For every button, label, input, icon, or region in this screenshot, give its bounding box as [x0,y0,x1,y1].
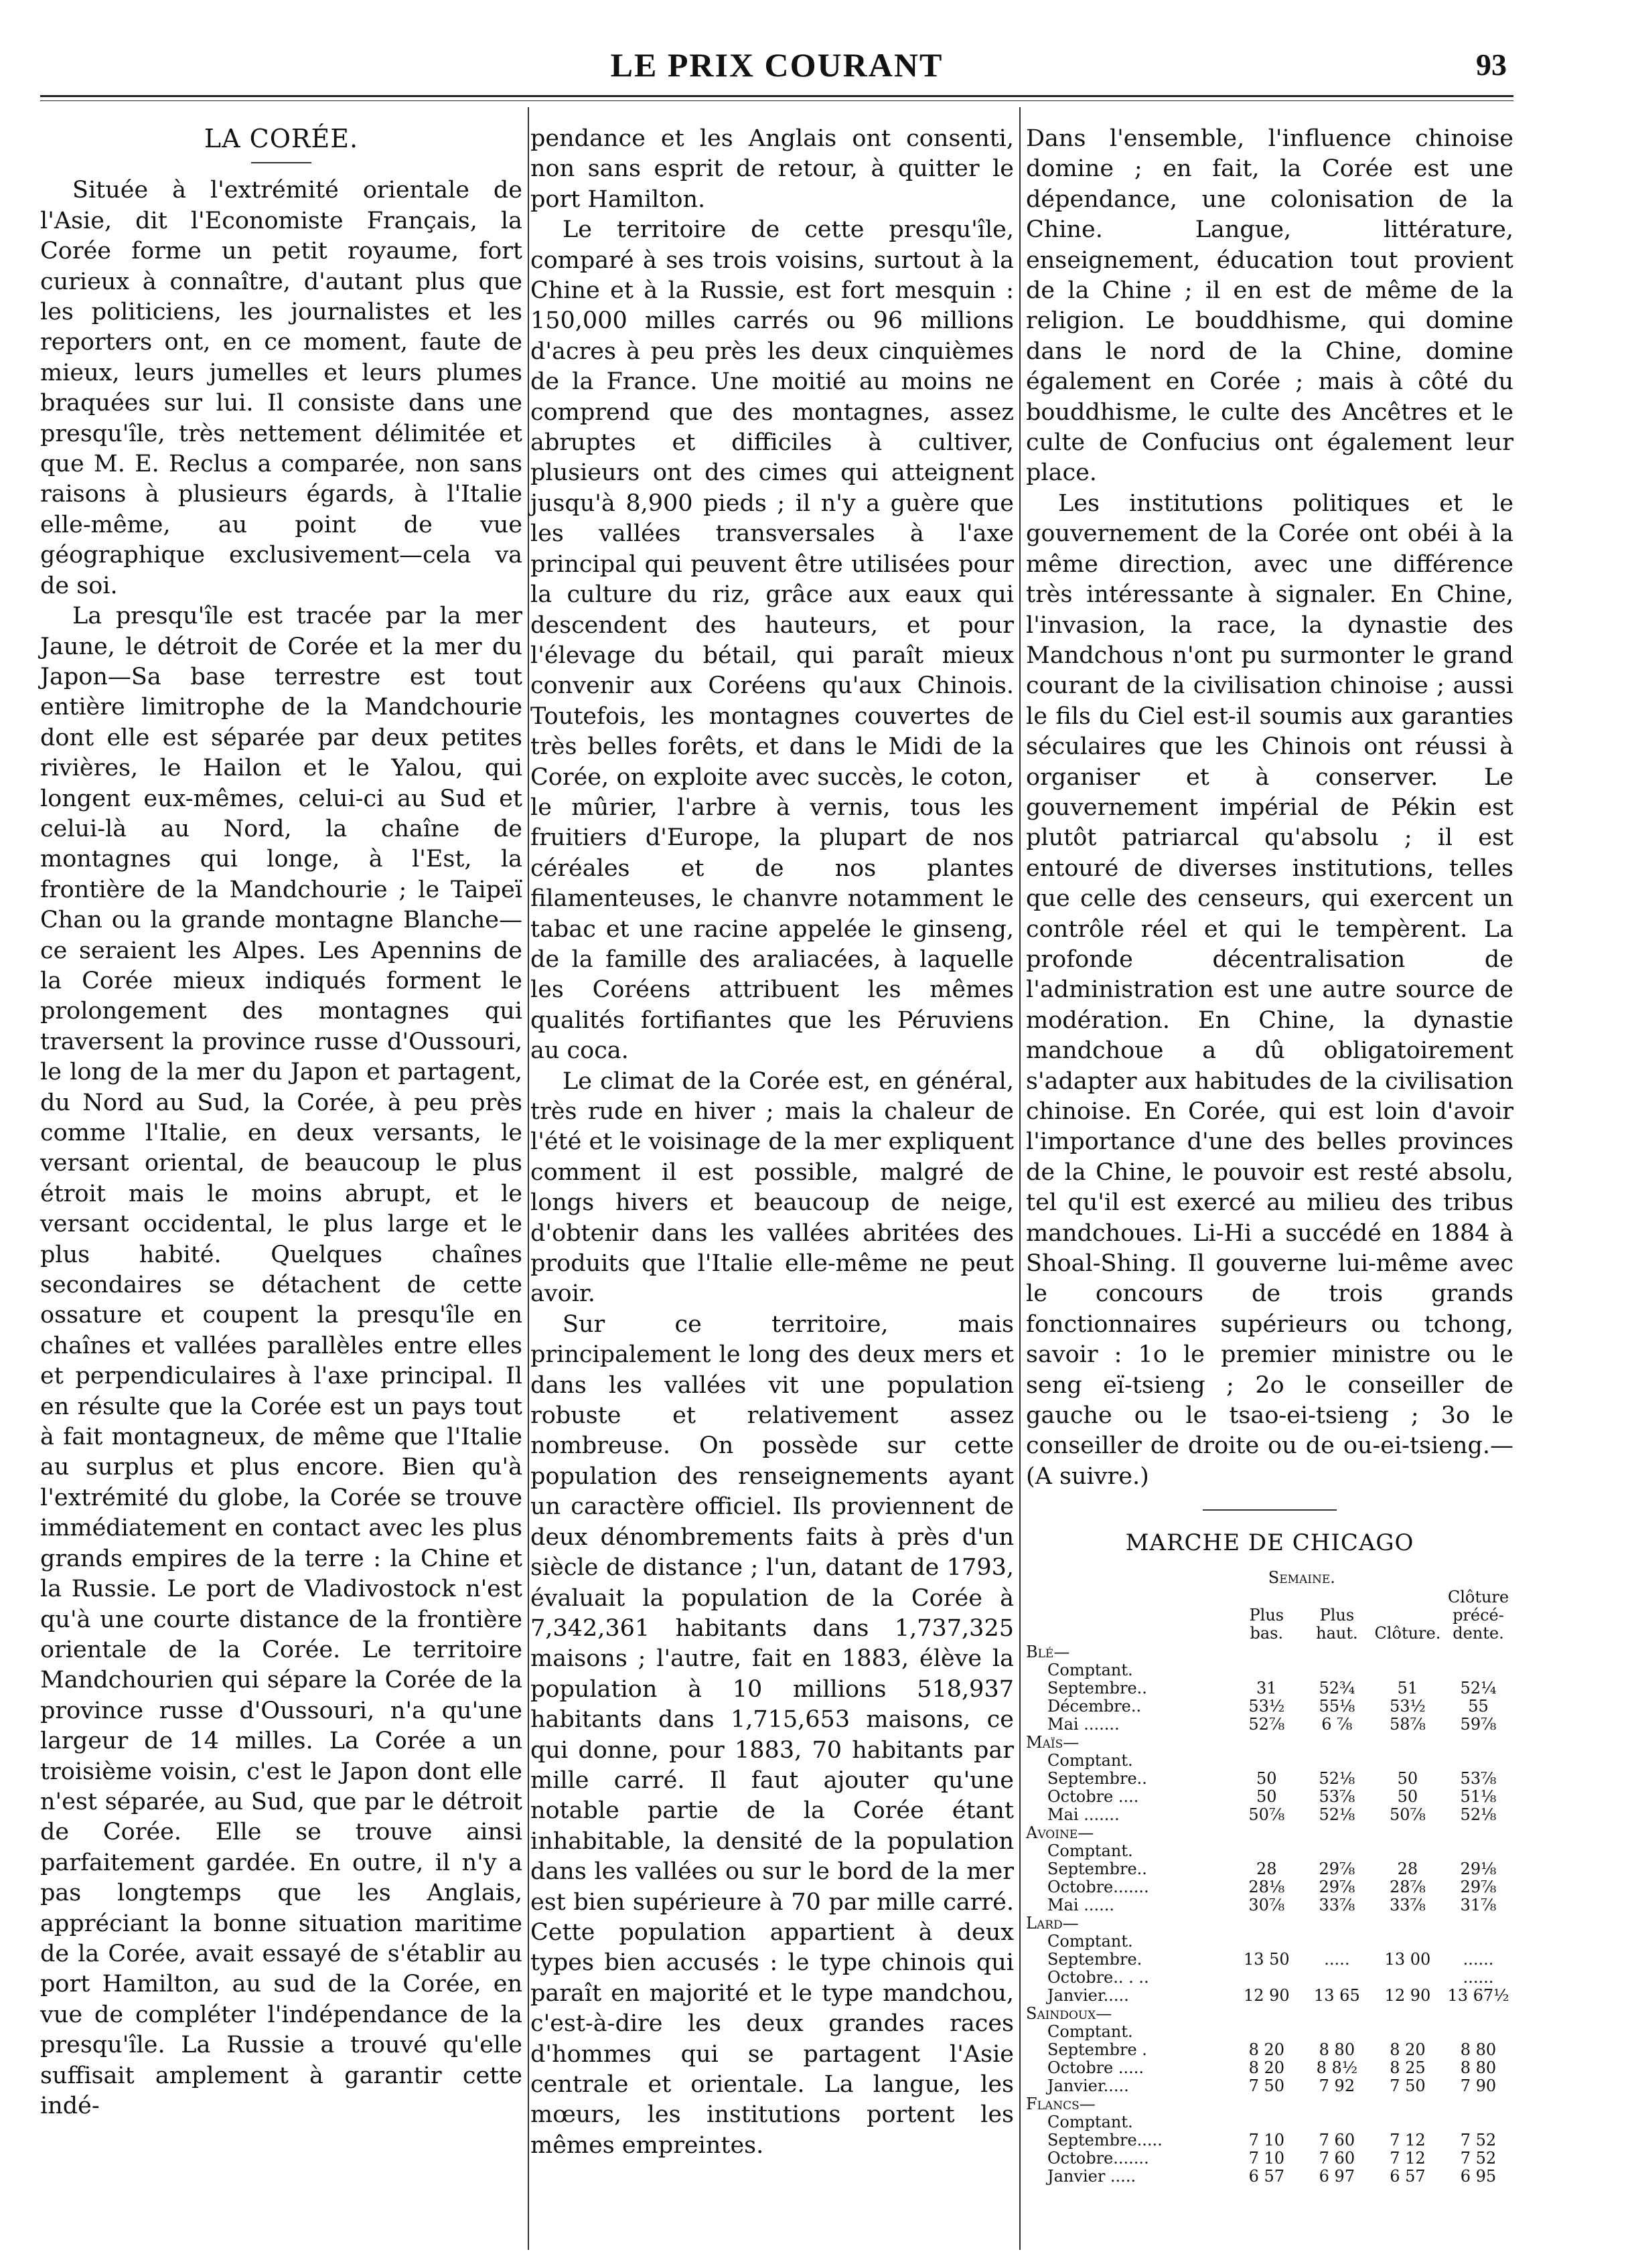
table-row [1026,1842,1513,1860]
table-row [1026,1716,1513,1734]
price-cell [1302,1969,1372,1987]
price-cell: 50 [1256,1768,1277,1788]
price-cell: 8 20 [1248,2040,1285,2059]
price-cell: 7 10 [1248,2148,1285,2168]
table-row [1026,1969,1513,1987]
header-plus-bas: Plus bas. [1249,1605,1284,1643]
price-cell [1372,1933,1443,1951]
table-row [1026,2077,1513,2095]
price-cell [1232,1661,1302,1679]
price-cell [1232,1842,1302,1860]
price-cell: 7 60 [1319,2148,1355,2168]
paragraph: Dans l'ensemble, l'influence chinoise domine ; en fait, la Corée est une dépendance, une colonisation de la Chine. Langue, littérature, enseignement, éducation tout provient de la Chine ; il en est de même de la religion. Le bouddhisme, qui domine dans le nord de la Chine, domine également en Corée ; mais à côté du bouddhisme, le culte des Ancêtres et le culte de Confucius ont également leur place. [1026,125,1513,487]
price-cell: ...... [1463,1949,1494,1969]
price-cell: 31⅞ [1460,1895,1497,1914]
table-row [1026,2113,1513,2131]
price-cell: 13 50 [1243,1949,1290,1969]
paragraph: Les institutions politiques et le gouvernement de la Corée ont obéi à la même direction, avec une différence très intéressante à signaler. En Chine, l'invasion, la race, la dynastie des Mandchous n'ont pu surmonter le grand courant de la civilisation chinoise ; aussi le fils du Ciel est-il soumis aux garanties séculaires que les Chinois ont réussi à organiser et à conserver. Le gouvernement impérial de Pékin est plutôt patriarcal qu'absolu ; il est entouré de diverses institutions, telles que celle des censeurs, qui exercent un contrôle réel et qui le tempèrent. La profonde décentralisation de l'administration est une autre source de modération. En Chine, la dynastie mandchoue a dû obligatoirement s'adapter aux habitudes de la civilisation chinoise. En Corée, qui est loin d'avoir l'importance d'une des belles provinces de la Chine, le pouvoir est resté absolu, tel qu'il est exercé au milieu des tribus mandchoues. Li-Hi a succédé en 1884 à Shoal-Shing. Il gouverne lui-même avec le concours de trois grands fonctionnaires supérieurs ou tchong, savoir : 1o le premier ministre ou le seng eï-tsieng ; 2o le conseiller de gauche ou le tsao-ei-tsieng ; 3o le conseiller de droite ou de ou-ei-tsieng.—(A suivre.) [1026,489,1513,1490]
price-cell: 7 50 [1248,2076,1285,2095]
price-cell: 28 [1397,1859,1418,1878]
header-rule-thin [40,100,1513,101]
table-group-row [1026,2005,1513,2023]
price-cell: 8 80 [1460,2040,1497,2059]
price-cell: 8 80 [1460,2058,1497,2077]
price-cell: 53½ [1390,1696,1426,1716]
price-cell: 12 90 [1243,1985,1290,2005]
header-plus-haut: Plus haut. [1316,1605,1358,1643]
price-cell: 53½ [1248,1696,1285,1716]
row-label: Septembre..... [1047,2130,1163,2149]
table-row [1026,1661,1513,1679]
commodity-label: Saindoux— [1026,2004,1112,2023]
price-cell: 59⅞ [1460,1714,1497,1734]
table-row [1026,2023,1513,2041]
price-cell [1372,1842,1443,1860]
price-cell: 13 00 [1384,1949,1431,1969]
row-label: Septembre.. [1047,1678,1147,1697]
price-cell: 50 [1256,1787,1277,1806]
price-cell: 29⅞ [1319,1859,1355,1878]
row-label: Comptant. [1047,1750,1133,1770]
price-cell: 6 95 [1460,2166,1497,2186]
paragraph: La presqu'île est tracée par la mer Jaune, le détroit de Corée et la mer du Japon—Sa base terrestre est tout entière limitrophe de la Mandchourie dont elle est séparée par deux petites rivières, le Hailon et le Yalou, qui longent eux-mêmes, celui-ci au Sud et celui-là au Nord, la chaîne de montagnes qui longe, à l'Est, la frontière de la Mandchourie ; le Taipeï Chan ou la grande montagne Blanche—ce seraient les Alpes. Les Apennins de la Corée mieux indiqués forment le prolongement des montagnes qui traversent la province russe d'Oussouri, le long de la mer du Japon et partagent, du Nord au Sud, la Corée, à peu près comme l'Italie, en deux versants, le versant oriental, de beaucoup le plus étroit mais le moins abrupt, et le versant occidental, le plus large et le plus habité. Quelques chaînes secondaires se détachent de cette ossature et coupent la presqu'île en chaînes et vallées parallèles entre elles et perpendiculaires à l'axe principal. Il en résulte que la Corée est un pays tout à fait montagneux, de même que l'Italie au surplus et plus encore. Bien qu'à l'extrémité du globe, la Corée se trouve immédiatement en contact avec les plus grands empires de la terre : la Chine et la Russie. Le port de Vladivostock n'est qu'à une courte distance de la frontière orientale de la Corée. Le territoire Mandchourien qui sépare la Corée de la province russe d'Oussouri, n'a qu'une largeur de 14 milles. La Corée a un troisième voisin, c'est le Japon dont elle n'est séparée, au Sud, que par le détroit de Corée. Elle se trouve ainsi parfaitement gardée. En outre, il n'y a pas longtemps que les Anglais, appréciant la bonne situation maritime de la Corée, avait essayé de s'établir au port Hamilton, au sud de la Corée, en vue de compléter l'indépendance de la presqu'île. La Russie a trouvé qu'elle suffisait amplement à garantir cette indé- [40,603,522,2119]
column-3 [1026,124,1513,2186]
price-cell [1372,1661,1443,1679]
page-number: 93 [1476,48,1507,82]
price-cell: 52⅛ [1460,1805,1497,1824]
table-row [1026,1951,1513,1969]
column-divider-1 [528,107,529,2250]
price-cell: 53⅞ [1460,1768,1497,1788]
price-cell: ..... [1324,1949,1350,1969]
table-row [1026,2168,1513,2186]
table-row [1026,1806,1513,1824]
header-semaine: Semaine. [1268,1568,1335,1587]
paragraph: Située à l'extrémité orientale de l'Asie, dit l'Economiste Français, la Corée forme un petit royaume, fort curieux à connaître, d'autant plus que les politiciens, les journalistes et les reporters ont, en ce moment, faute de mieux, leurs jumelles et leurs plumes braquées sur lui. Il consiste dans une presqu'île, très nettement délimitée et que M. E. Reclus a comparée, non sans raisons à plusieurs égards, à l'Italie elle-même, au point de vue géographique exclusivement—cela va de soi. [40,177,522,599]
row-label: Octobre .... [1047,1787,1139,1806]
price-cell: 7 12 [1390,2148,1426,2168]
table-row [1026,2149,1513,2168]
price-cell: 29⅞ [1460,1877,1497,1896]
price-cell: 6 57 [1390,2166,1426,2186]
price-cell [1232,2023,1302,2041]
price-cell: 52⅛ [1319,1768,1355,1788]
price-cell: 51⅛ [1460,1787,1497,1806]
commodity-label: Blé— [1026,1642,1070,1661]
price-cell: 7 52 [1460,2130,1497,2149]
price-cell: 51 [1397,1678,1418,1697]
paragraph: Le territoire de cette presqu'île, comparé à ses trois voisins, surtout à la Chine et à la Russie, est fort mesquin : 150,000 milles carrés ou 96 millions d'acres à peu près les deux cinquièmes de la France. Une moitié au moins ne comprend que des montagnes, assez abruptes et difficiles à cultiver, plusieurs ont des cimes qui atteignent jusqu'à 8,900 pieds ; il n'y a guère que les vallées transversales à l'axe principal qui peuvent être utilisées pour la culture du riz, grâce aux eaux qui descendent des hauteurs, et pour l'élevage du bétail, qui paraît mieux convenir aux Coréens qu'aux Chinois. Toutefois, les montagnes couvertes de très belles forêts, et dans le Midi de la Corée, on exploite avec succès, le coton, le mûrier, l'arbre à vernis, tous les fruitiers d'Europe, la plupart de nos céréales et de nos plantes filamenteuses, le chanvre notamment le tabac et une racine appelée le ginseng, de la famille des araliacées, à laquelle les Coréens attribuent les mêmes qualités fortifiantes que les Péruviens au coca. [530,216,1014,1065]
price-cell [1372,2113,1443,2131]
row-label: Janvier..... [1047,1985,1129,2005]
price-cell [1302,2113,1372,2131]
price-cell [1232,1969,1302,1987]
price-cell [1443,1842,1513,1860]
row-label: Octobre ..... [1047,2058,1144,2077]
table-row [1026,1752,1513,1770]
row-label: Comptant. [1047,1931,1133,1951]
header-cloture-precedente: Clôture précé- dente. [1447,1587,1509,1643]
row-label: Septembre.. [1047,1768,1147,1788]
header-rule [40,95,1513,97]
price-cell: 28⅛ [1248,1877,1285,1896]
price-cell [1443,1933,1513,1951]
separator-ornament [1203,1509,1337,1511]
market-title: MARCHE DE CHICAGO [1125,1529,1414,1557]
table-row [1026,1987,1513,2005]
price-cell [1302,1842,1372,1860]
commodity-label: Flancs— [1026,2094,1096,2113]
price-cell [1302,2023,1372,2041]
row-label: Octobre.. . .. [1047,1967,1149,1987]
header-cloture: Clôture. [1374,1623,1441,1643]
price-cell: 29⅞ [1319,1877,1355,1896]
price-cell [1443,1752,1513,1770]
table-row [1026,1896,1513,1914]
price-cell [1443,2113,1513,2131]
table-group-row [1026,2095,1513,2113]
table-row [1026,2041,1513,2059]
table-row [1026,1770,1513,1788]
table-row [1026,1860,1513,1878]
price-cell: 8 80 [1319,2040,1355,2059]
commodity-label: Avoine— [1026,1823,1094,1842]
price-cell [1232,2113,1302,2131]
price-cell: 12 90 [1384,1985,1431,2005]
page-header [40,39,1513,92]
price-cell: 52¾ [1319,1678,1355,1697]
price-cell: 30⅞ [1248,1895,1285,1914]
price-cell: 55⅛ [1319,1696,1355,1716]
market-table [1026,1568,1513,2186]
paragraph: Sur ce territoire, mais principalement le long des deux mers et dans les vallées vit une population robuste et relativement assez nombreuse. On possède sur cette population des renseignements ayant un caractère officiel. Ils proviennent de deux dénombrements faits à près d'un siècle de distance ; l'un, datant de 1793, évaluait la population de la Corée à 7,342,361 habitants dans 1,737,325 maisons ; l'autre, fait en 1883, élève la population à 10 millions 518,937 habitants dans 1,715,653 maisons, ce qui donne, pour 1883, 70 habitants par mille carré. Il faut ajouter qu'une notable partie de la Corée étant inhabitable, la densité de la population dans les vallées ou sur le bord de la mer est bien supérieure à 70 par mille carré. Cette population appartient à deux types bien accusés : le type chinois qui paraît en majorité et le type mandchou, c'est-à-dire les deux grandes races d'hommes qui se partagent l'Asie centrale et orientale. La langue, les mœurs, les institutions portent les mêmes empreintes. [530,1310,1014,2159]
price-cell [1443,2023,1513,2041]
price-cell: 7 90 [1460,2076,1497,2095]
column-2 [530,124,1014,2161]
price-cell [1302,1752,1372,1770]
price-cell: 58⅞ [1390,1714,1426,1734]
price-cell: 31 [1256,1678,1277,1697]
price-cell: 8 20 [1248,2058,1285,2077]
market-table-body [1026,1643,1513,2186]
price-cell: 28⅞ [1390,1877,1426,1896]
price-cell: 33⅞ [1319,1895,1355,1914]
column-1 [40,124,522,2121]
price-cell: 53⅞ [1319,1787,1355,1806]
table-group-row [1026,1824,1513,1842]
row-label: Janvier ..... [1047,2166,1136,2186]
price-cell: 50⅞ [1248,1805,1285,1824]
price-cell: 6 97 [1319,2166,1355,2186]
price-cell [1372,2023,1443,2041]
price-cell: 29⅛ [1460,1859,1497,1878]
price-cell: 50 [1397,1787,1418,1806]
price-cell: 7 92 [1319,2076,1355,2095]
table-group-row [1026,1914,1513,1933]
price-cell [1302,1933,1372,1951]
price-cell: 33⅞ [1390,1895,1426,1914]
price-cell: 50⅞ [1390,1805,1426,1824]
row-label: Janvier..... [1047,2076,1129,2095]
row-label: Septembre . [1047,2040,1147,2059]
price-cell [1443,1661,1513,1679]
table-group-row [1026,1734,1513,1752]
price-cell [1372,1752,1443,1770]
price-cell [1302,1661,1372,1679]
row-label: Décembre.. [1047,1696,1142,1716]
price-cell: 50 [1397,1768,1418,1788]
table-group-row [1026,1643,1513,1661]
price-cell [1232,1933,1302,1951]
row-label: Mai ....... [1047,1805,1120,1824]
price-cell: 52¼ [1460,1678,1497,1697]
row-label: Comptant. [1047,2112,1133,2131]
price-cell: 8 25 [1390,2058,1426,2077]
row-label: Comptant. [1047,2022,1133,2041]
table-row [1026,1679,1513,1697]
title-rule [251,162,311,163]
table-row [1026,2059,1513,2077]
row-label: Septembre.. [1047,1859,1147,1878]
journal-title: LE PRIX COURANT [610,46,944,84]
row-label: Octobre....... [1047,1877,1149,1896]
price-cell: 7 50 [1390,2076,1426,2095]
price-cell [1232,1752,1302,1770]
price-cell: 8 8½ [1316,2058,1358,2077]
commodity-label: Maïs— [1026,1732,1080,1752]
commodity-label: Lard— [1026,1913,1079,1933]
price-cell: ...... [1463,1967,1494,1987]
price-cell: 13 67½ [1447,1985,1509,2005]
price-cell: 7 60 [1319,2130,1355,2149]
row-label: Comptant. [1047,1841,1133,1860]
price-cell: 13 65 [1314,1985,1360,2005]
table-row [1026,2131,1513,2149]
price-cell: 8 20 [1390,2040,1426,2059]
price-cell: 7 52 [1460,2148,1497,2168]
price-cell [1372,1969,1443,1987]
table-row [1026,1697,1513,1716]
price-cell: 52⅞ [1248,1714,1285,1734]
row-label: Mai ...... [1047,1895,1114,1914]
paragraph: Le climat de la Corée est, en général, très rude en hiver ; mais la chaleur de l'été et le voisinage de la mer expliquent comment il est possible, malgré de longs hivers et beaucoup de neige, d'obtenir dans les vallées abritées des produits que l'Italie elle-même ne peut avoir. [530,1067,1014,1308]
paragraph: pendance et les Anglais ont consenti, non sans esprit de retour, à quitter le port Hamilton. [530,125,1014,213]
row-label: Septembre. [1047,1949,1142,1969]
row-label: Comptant. [1047,1660,1133,1679]
price-cell: 7 10 [1248,2130,1285,2149]
price-cell: 52⅛ [1319,1805,1355,1824]
table-row [1026,1788,1513,1806]
row-label: Octobre....... [1047,2148,1149,2168]
price-cell: 7 12 [1390,2130,1426,2149]
price-cell: 6 57 [1248,2166,1285,2186]
article-title: LA CORÉE. [204,124,359,153]
row-label: Mai ....... [1047,1714,1120,1734]
table-row [1026,1933,1513,1951]
column-divider-2 [1019,107,1021,2250]
price-cell: 28 [1256,1859,1277,1878]
table-row [1026,1878,1513,1896]
price-cell: 55 [1468,1696,1489,1716]
price-cell: 6 ⅞ [1321,1714,1353,1734]
